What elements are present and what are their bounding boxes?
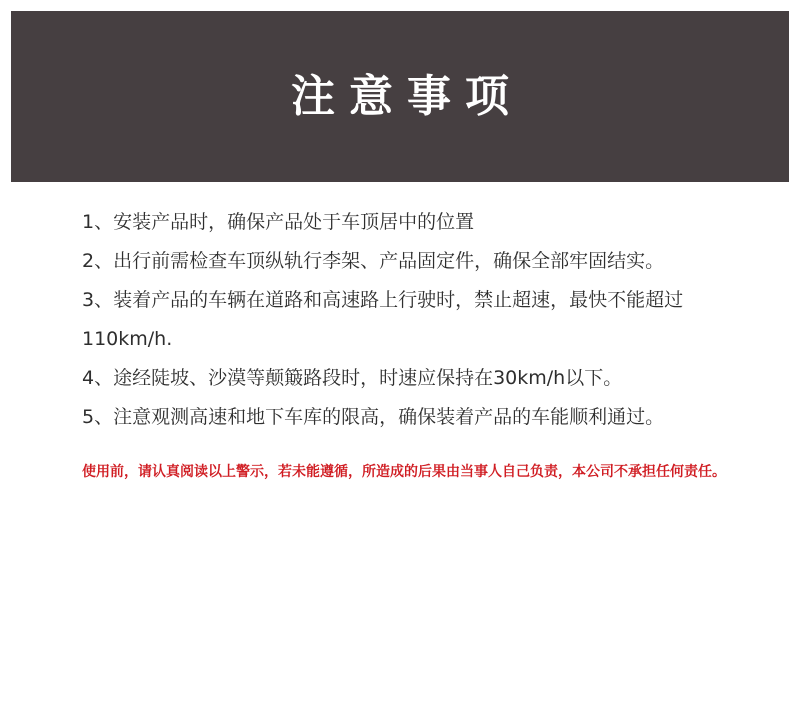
disclaimer-warning: 使用前，请认真阅读以上警示，若未能遵循，所造成的后果由当事人自己负责，本公司不承担任何责任。: [82, 464, 726, 480]
notice-item-3: 3、装着产品的车辆在道路和高速路上行驶时，禁止超速，最快不能超过110km/h.: [82, 289, 684, 350]
notice-item-4: 4、途经陡坡、沙漠等颠簸路段时，时速应保持在30km/h以下。: [82, 367, 623, 389]
notice-item-2: 2、出行前需检查车顶纵轨行李架、产品固定件，确保全部牢固结实。: [82, 250, 665, 272]
notice-item-1: 1、安装产品时，确保产品处于车顶居中的位置: [82, 211, 475, 233]
header-banner: [11, 11, 789, 182]
page-title: 注意事项: [291, 70, 523, 122]
notice-list: [82, 203, 762, 437]
notice-item-5: 5、注意观测高速和地下车库的限高，确保装着产品的车能顺利通过。: [82, 406, 665, 428]
